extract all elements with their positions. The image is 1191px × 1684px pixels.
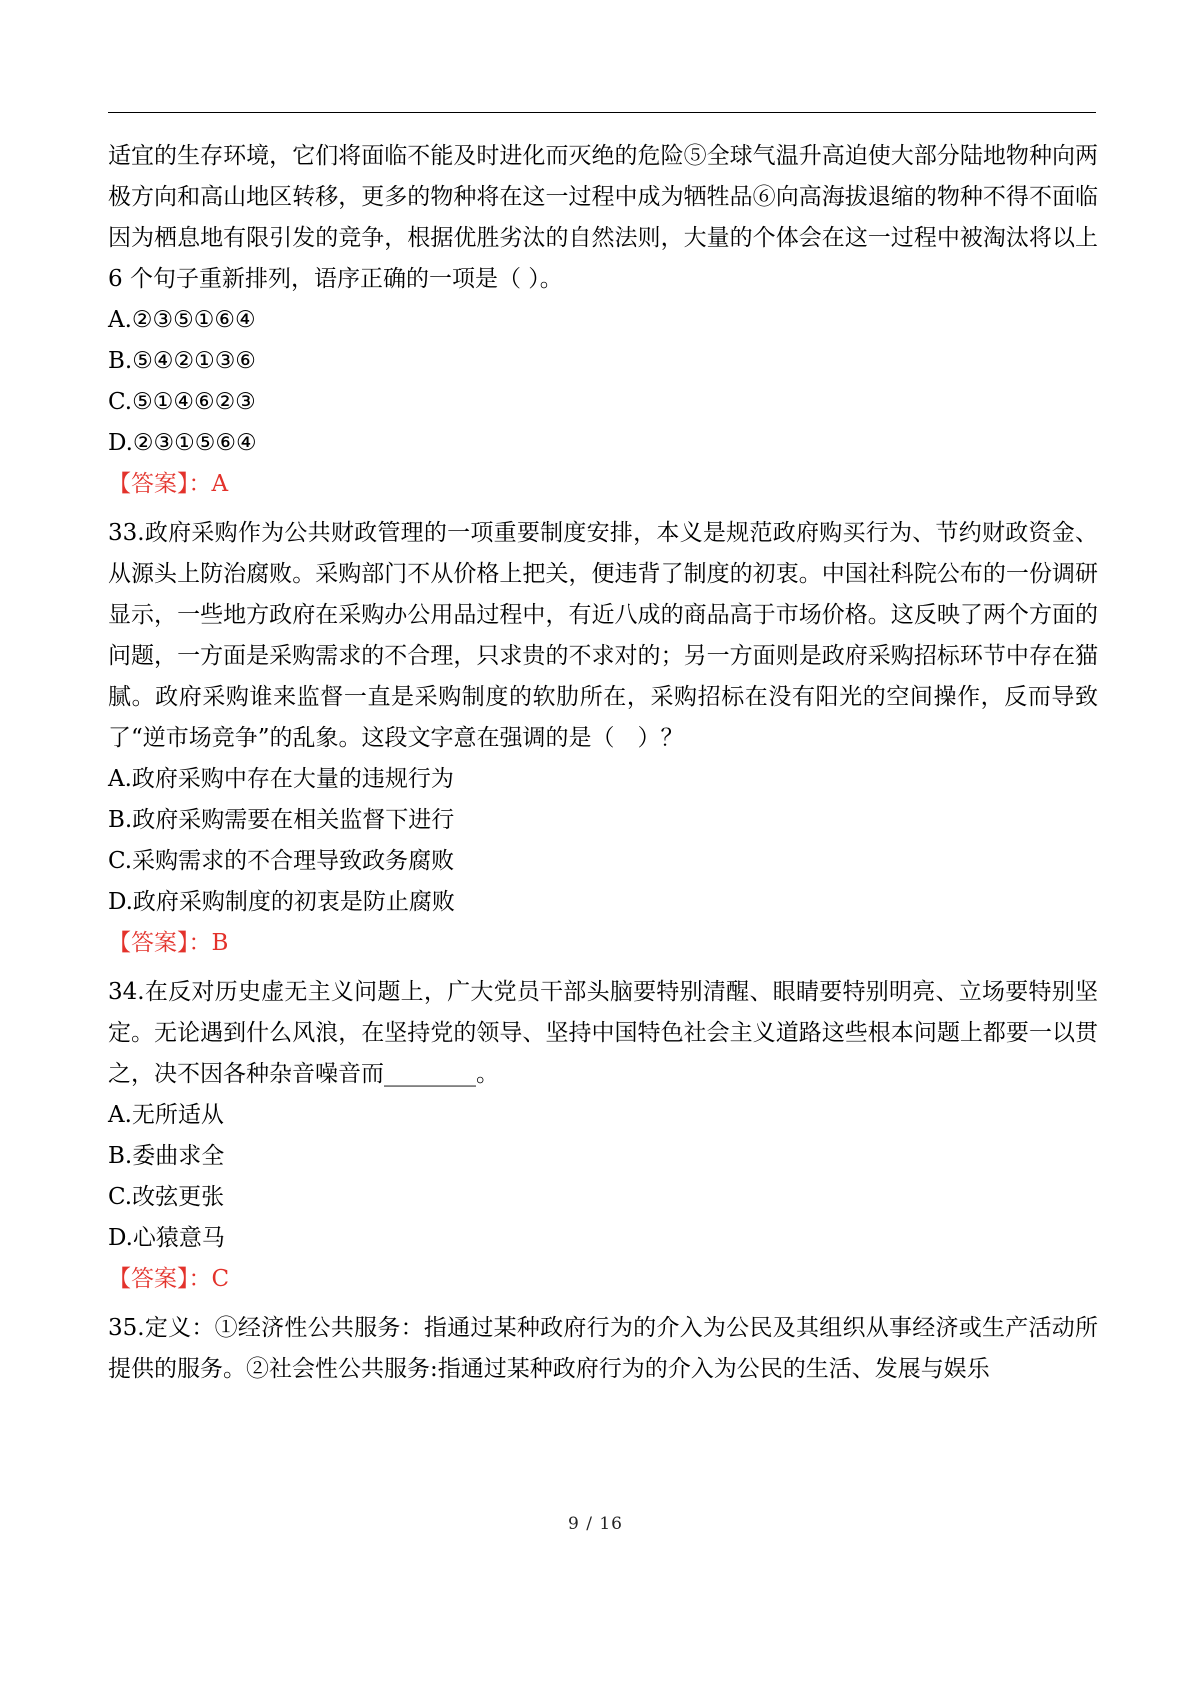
question-34-text: 34.在反对历史虚无主义问题上，广大党员干部头脑要特别清醒、眼睛要特别明亮、立场要特别坚定。无论遇到什么风浪，在坚持党的领导、坚持中国特色社会主义道路这些根本问题上都要一以贯之，决不因各种杂音噪音而________。 <box>108 979 1098 1087</box>
q34-answer-line <box>108 1259 1098 1300</box>
option-a: A.②③⑤①⑥④ <box>108 307 256 333</box>
question-continuation-text: 适宜的生存环境，它们将面临不能及时进化而灭绝的危险⑤全球气温升高迫使大部分陆地物种向两极方向和高山地区转移，更多的物种将在这一过程中成为牺牲品⑥向高海拔退缩的物种不得不面临因为栖息地有限引发的竞争，根据优胜劣汰的自然法则，大量的个体会在这一过程中被淘汰将以上 6 个句子重新排列，语序正确的一项是（ ）。 <box>108 143 1098 292</box>
option-c: C.⑤①④⑥②③ <box>108 389 256 415</box>
q33-option-c: C.采购需求的不合理导致政务腐败 <box>108 848 455 874</box>
answer-line <box>108 464 1098 505</box>
q33-option-b: B.政府采购需要在相关监督下进行 <box>108 807 455 833</box>
page-content <box>108 136 1098 1390</box>
q33-option-d: D.政府采购制度的初衷是防止腐败 <box>108 889 455 915</box>
option-d: D.②③①⑤⑥④ <box>108 430 257 456</box>
option-b: B.⑤④②①③⑥ <box>108 348 256 374</box>
question-35-text: 35.定义：①经济性公共服务：指通过某种政府行为的介入为公民及其组织从事经济或生产活动所提供的服务。②社会性公共服务:指通过某种政府行为的介入为公民的生活、发展与娱乐 <box>108 1315 1098 1382</box>
q34-option-c: C.改弦更张 <box>108 1184 225 1210</box>
q34-answer-label: 【答案】： <box>108 1266 212 1292</box>
answer-value: A <box>211 471 229 497</box>
q34-answer-value: C <box>211 1266 230 1292</box>
q34-option-d: D.心猿意马 <box>108 1225 225 1251</box>
q33-answer-value: B <box>211 930 229 956</box>
q33-answer-line <box>108 923 1098 964</box>
page-number: 9 / 16 <box>568 1514 623 1534</box>
q33-answer-label: 【答案】： <box>108 930 212 956</box>
question-33-text: 33.政府采购作为公共财政管理的一项重要制度安排，本义是规范政府购买行为、节约财政资金、从源头上防治腐败。采购部门不从价格上把关，便违背了制度的初衷。中国社科院公布的一份调研显示，一些地方政府在采购办公用品过程中，有近八成的商品高于市场价格。这反映了两个方面的问题，一方面是采购需求的不合理，只求贵的不求对的；另一方面则是政府采购招标环节中存在猫腻。政府采购谁来监督一直是采购制度的软肋所在，采购招标在没有阳光的空间操作，反而导致了“逆市场竞争”的乱象。这段文字意在强调的是（ ）？ <box>108 520 1098 751</box>
q33-option-a: A.政府采购中存在大量的违规行为 <box>108 766 454 792</box>
header-rule <box>108 112 1096 113</box>
answer-label: 【答案】： <box>108 471 212 497</box>
q34-option-a: A.无所适从 <box>108 1102 224 1128</box>
q34-option-b: B.委曲求全 <box>108 1143 225 1169</box>
